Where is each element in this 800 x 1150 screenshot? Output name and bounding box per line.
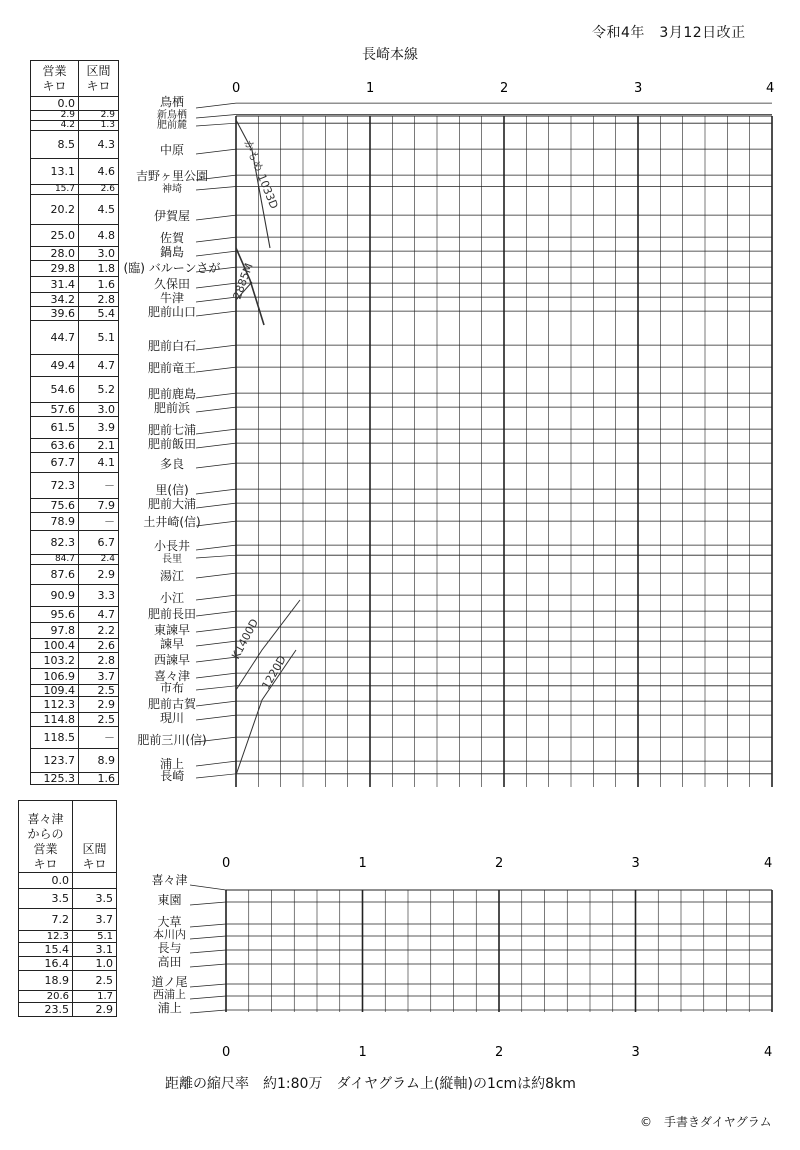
station-name: 現川 xyxy=(159,710,184,725)
station-connector xyxy=(196,673,236,678)
section-km: 3.9 xyxy=(79,417,119,439)
handwritten-train-number: かもめ 1033D xyxy=(241,138,281,211)
station-name: 鍋島 xyxy=(159,244,184,259)
section-km: 2.1 xyxy=(79,439,119,453)
operating-km: 0.0 xyxy=(31,97,79,111)
station-connector xyxy=(190,902,226,905)
station-connector xyxy=(196,573,236,578)
section-km: 4.7 xyxy=(79,355,119,377)
section-km: 5.4 xyxy=(79,307,119,321)
operating-km: 20.6 xyxy=(19,991,73,1003)
section-km: 3.3 xyxy=(79,585,119,607)
operating-km: 2.9 xyxy=(31,111,79,121)
station-name: 肥前古賀 xyxy=(147,696,196,711)
station-name: 西浦上 xyxy=(153,987,186,1001)
section-km: 1.6 xyxy=(79,277,119,293)
operating-km: 12.3 xyxy=(19,931,73,943)
section-km: － xyxy=(79,727,119,749)
operating-km: 106.9 xyxy=(31,669,79,685)
station-name: 里(信) xyxy=(155,482,189,497)
operating-km: 114.8 xyxy=(31,713,79,727)
operating-km: 72.3 xyxy=(31,473,79,499)
section-km: 3.7 xyxy=(79,669,119,685)
station-name: 浦上 xyxy=(159,756,184,771)
station-connector xyxy=(196,627,236,632)
station-name: 肥前竜王 xyxy=(147,360,196,375)
section-km: 2.9 xyxy=(79,111,119,121)
operating-km: 15.7 xyxy=(31,185,79,195)
operating-km: 87.6 xyxy=(31,565,79,585)
header-section-km: 区間 キロ xyxy=(79,61,119,97)
hour-label-bottom: 4 xyxy=(764,1045,773,1060)
station-name: 土井崎(信) xyxy=(143,514,201,529)
operating-km: 0.0 xyxy=(19,873,73,889)
station-name: 諫早 xyxy=(159,636,184,651)
header-branch-operating-km: 喜々津 からの 営業 キロ xyxy=(19,801,73,873)
section-km: 2.5 xyxy=(79,713,119,727)
section-km: 5.1 xyxy=(79,321,119,355)
hour-label-bottom: 3 xyxy=(631,1045,640,1060)
station-connector xyxy=(196,393,236,398)
operating-km: 61.5 xyxy=(31,417,79,439)
station-connector xyxy=(190,964,226,967)
station-name: 佐賀 xyxy=(159,230,184,245)
section-km: 2.5 xyxy=(79,685,119,697)
section-km: 3.5 xyxy=(73,889,117,909)
station-connector xyxy=(196,686,236,690)
section-km: 2.5 xyxy=(73,971,117,991)
hour-label-bottom: 1 xyxy=(358,1045,367,1060)
station-name: 浦上 xyxy=(157,1000,182,1015)
station-connector xyxy=(196,429,236,434)
operating-km: 54.6 xyxy=(31,377,79,403)
station-connector xyxy=(196,555,236,558)
station-name: 東園 xyxy=(157,892,182,907)
operating-km: 28.0 xyxy=(31,247,79,261)
station-connector xyxy=(196,345,236,350)
hour-label: 3 xyxy=(631,856,640,871)
station-name: 牛津 xyxy=(159,290,184,305)
section-km: 3.1 xyxy=(73,943,117,957)
section-km: 1.3 xyxy=(79,121,119,131)
operating-km: 25.0 xyxy=(31,225,79,247)
station-name: 肥前山口 xyxy=(147,304,196,319)
operating-km: 100.4 xyxy=(31,639,79,653)
station-name: 吉野ヶ里公園 xyxy=(135,168,208,183)
operating-km: 97.8 xyxy=(31,623,79,639)
section-km: 2.9 xyxy=(79,565,119,585)
station-connector xyxy=(196,657,236,662)
station-connector xyxy=(196,545,236,550)
station-name: 長崎 xyxy=(160,768,185,783)
operating-km: 63.6 xyxy=(31,439,79,453)
operating-km: 75.6 xyxy=(31,499,79,513)
hour-label: 1 xyxy=(358,856,367,871)
section-km: 2.6 xyxy=(79,185,119,195)
operating-km: 16.4 xyxy=(19,957,73,971)
station-name: 湯江 xyxy=(159,568,184,583)
station-connector xyxy=(196,251,236,256)
station-connector xyxy=(196,761,236,766)
section-km: 2.4 xyxy=(79,555,119,565)
station-name: (臨) バルーンさが xyxy=(123,260,221,275)
station-name: 中原 xyxy=(159,142,184,157)
station-name: 多良 xyxy=(159,456,184,471)
operating-km: 23.5 xyxy=(19,1003,73,1017)
station-name: 伊賀屋 xyxy=(153,208,190,223)
hour-label: 3 xyxy=(634,81,643,96)
section-km: 2.8 xyxy=(79,293,119,307)
header-branch-section-km: 区間 キロ xyxy=(73,801,117,873)
station-connector xyxy=(196,715,236,720)
section-km: － xyxy=(79,473,119,499)
station-name: 本川内 xyxy=(153,927,186,941)
hour-label-bottom: 0 xyxy=(222,1045,231,1060)
section-km: 4.3 xyxy=(79,131,119,159)
station-connector xyxy=(190,936,226,939)
station-connector xyxy=(196,149,236,154)
operating-km: 82.3 xyxy=(31,531,79,555)
operating-km: 31.4 xyxy=(31,277,79,293)
scale-note: 距離の縮尺率 約1:80万 ダイヤグラム上(縦軸)の1cmは約8km xyxy=(165,1076,576,1092)
train-line-4 xyxy=(236,650,296,775)
operating-km: 3.5 xyxy=(19,889,73,909)
station-name: 高田 xyxy=(157,954,182,969)
operating-km: 13.1 xyxy=(31,159,79,185)
station-connector xyxy=(196,311,236,316)
operating-km: 8.5 xyxy=(31,131,79,159)
operating-km: 67.7 xyxy=(31,453,79,473)
station-connector xyxy=(196,367,236,372)
hour-label: 0 xyxy=(222,856,231,871)
station-name: 神埼 xyxy=(162,183,182,195)
operating-km: 4.2 xyxy=(31,121,79,131)
station-name: 東諫早 xyxy=(153,622,190,637)
credit: © 手書きダイヤグラム xyxy=(640,1115,772,1129)
station-connector xyxy=(196,175,236,180)
hour-label: 1 xyxy=(366,81,375,96)
section-km: 3.0 xyxy=(79,247,119,261)
station-name: 肥前鹿島 xyxy=(147,386,196,401)
section-km: 1.7 xyxy=(73,991,117,1003)
section-km: 1.6 xyxy=(79,773,119,785)
station-connector xyxy=(196,521,236,526)
section-km: 8.9 xyxy=(79,749,119,773)
station-connector xyxy=(196,641,236,646)
station-connector xyxy=(196,283,236,288)
station-name: 小江 xyxy=(159,590,184,605)
section-km: 3.0 xyxy=(79,403,119,417)
operating-km: 49.4 xyxy=(31,355,79,377)
station-name: 大草 xyxy=(157,914,182,929)
station-connector xyxy=(196,463,236,468)
section-km: － xyxy=(79,513,119,531)
section-km: 3.7 xyxy=(73,909,117,931)
operating-km: 7.2 xyxy=(19,909,73,931)
operating-km: 95.6 xyxy=(31,607,79,623)
station-name: 喜々津 xyxy=(151,872,188,887)
section-km: 4.6 xyxy=(79,159,119,185)
station-name: 肥前三川(信) xyxy=(137,732,207,747)
station-name: 肥前白石 xyxy=(147,338,196,353)
station-connector xyxy=(190,950,226,953)
station-name: 肥前長田 xyxy=(147,606,196,621)
section-km: 5.1 xyxy=(73,931,117,943)
station-connector xyxy=(196,503,236,508)
hour-label: 4 xyxy=(764,856,773,871)
station-connector xyxy=(190,885,226,890)
operating-km: 118.5 xyxy=(31,727,79,749)
station-name: 久保田 xyxy=(153,276,190,291)
operating-km: 39.6 xyxy=(31,307,79,321)
station-connector xyxy=(196,774,236,778)
section-km: 4.7 xyxy=(79,607,119,623)
station-name: 西諫早 xyxy=(153,652,190,667)
operating-km: 20.2 xyxy=(31,195,79,225)
section-km: 2.2 xyxy=(79,623,119,639)
hour-label: 2 xyxy=(500,81,509,96)
operating-km: 57.6 xyxy=(31,403,79,417)
station-connector xyxy=(190,1010,226,1013)
section-km: 4.8 xyxy=(79,225,119,247)
section-km: 2.6 xyxy=(79,639,119,653)
station-name: 道ノ尾 xyxy=(151,974,188,989)
operating-km: 84.7 xyxy=(31,555,79,565)
station-connector xyxy=(196,237,236,242)
station-connector xyxy=(196,701,236,706)
station-connector xyxy=(196,115,236,119)
station-name: 新鳥栖 xyxy=(157,109,187,121)
section-km: 5.2 xyxy=(79,377,119,403)
operating-km: 123.7 xyxy=(31,749,79,773)
station-name: 市布 xyxy=(159,680,184,695)
operating-km: 29.8 xyxy=(31,261,79,277)
operating-km: 34.2 xyxy=(31,293,79,307)
section-km: 1.0 xyxy=(73,957,117,971)
line-title: 長崎本線 xyxy=(362,47,418,63)
station-connector xyxy=(196,443,236,448)
section-km: 2.8 xyxy=(79,653,119,669)
operating-km: 109.4 xyxy=(31,685,79,697)
section-km: 6.7 xyxy=(79,531,119,555)
operating-km: 90.9 xyxy=(31,585,79,607)
section-km: 2.9 xyxy=(73,1003,117,1017)
section-km: 2.9 xyxy=(79,697,119,713)
section-km: 1.8 xyxy=(79,261,119,277)
operating-km: 112.3 xyxy=(31,697,79,713)
revision-date: 令和4年 3月12日改正 xyxy=(592,25,746,41)
station-connector xyxy=(196,267,236,272)
hour-label: 2 xyxy=(495,856,504,871)
station-name: 肥前浜 xyxy=(153,400,190,415)
header-operating-km: 営業 キロ xyxy=(31,61,79,97)
station-connector xyxy=(196,407,236,412)
station-connector xyxy=(190,996,226,999)
hour-label: 4 xyxy=(766,81,775,96)
station-connector xyxy=(196,123,236,126)
station-name: 肥前七浦 xyxy=(147,422,196,437)
station-connector xyxy=(190,924,226,927)
station-connector xyxy=(196,103,236,108)
station-connector xyxy=(196,489,236,494)
station-name: 小長井 xyxy=(153,538,190,553)
station-name: 肥前大浦 xyxy=(147,496,196,511)
station-connector xyxy=(196,595,236,600)
section-km: 7.9 xyxy=(79,499,119,513)
operating-km: 44.7 xyxy=(31,321,79,355)
station-name: 長与 xyxy=(157,940,182,955)
operating-km: 125.3 xyxy=(31,773,79,785)
station-name: 喜々津 xyxy=(153,668,190,683)
station-connector xyxy=(196,215,236,220)
operating-km: 78.9 xyxy=(31,513,79,531)
handwritten-train-number: 2885M xyxy=(230,261,256,302)
station-name: 肥前麓 xyxy=(157,119,187,131)
handwritten-train-number: 1220D xyxy=(259,653,289,692)
station-name: 長里 xyxy=(162,553,182,565)
station-name: 鳥栖 xyxy=(159,94,184,109)
station-name: 肥前飯田 xyxy=(147,436,196,451)
operating-km: 15.4 xyxy=(19,943,73,957)
operating-km: 18.9 xyxy=(19,971,73,991)
handwritten-train-number: K1400D xyxy=(229,616,262,662)
station-connector xyxy=(190,984,226,987)
station-connector xyxy=(196,187,236,191)
operating-km: 103.2 xyxy=(31,653,79,669)
station-connector xyxy=(196,737,236,742)
hour-label: 0 xyxy=(232,81,241,96)
hour-label-bottom: 2 xyxy=(495,1045,504,1060)
section-km: 4.1 xyxy=(79,453,119,473)
station-connector xyxy=(196,611,236,616)
station-connector xyxy=(196,297,236,302)
section-km: 4.5 xyxy=(79,195,119,225)
